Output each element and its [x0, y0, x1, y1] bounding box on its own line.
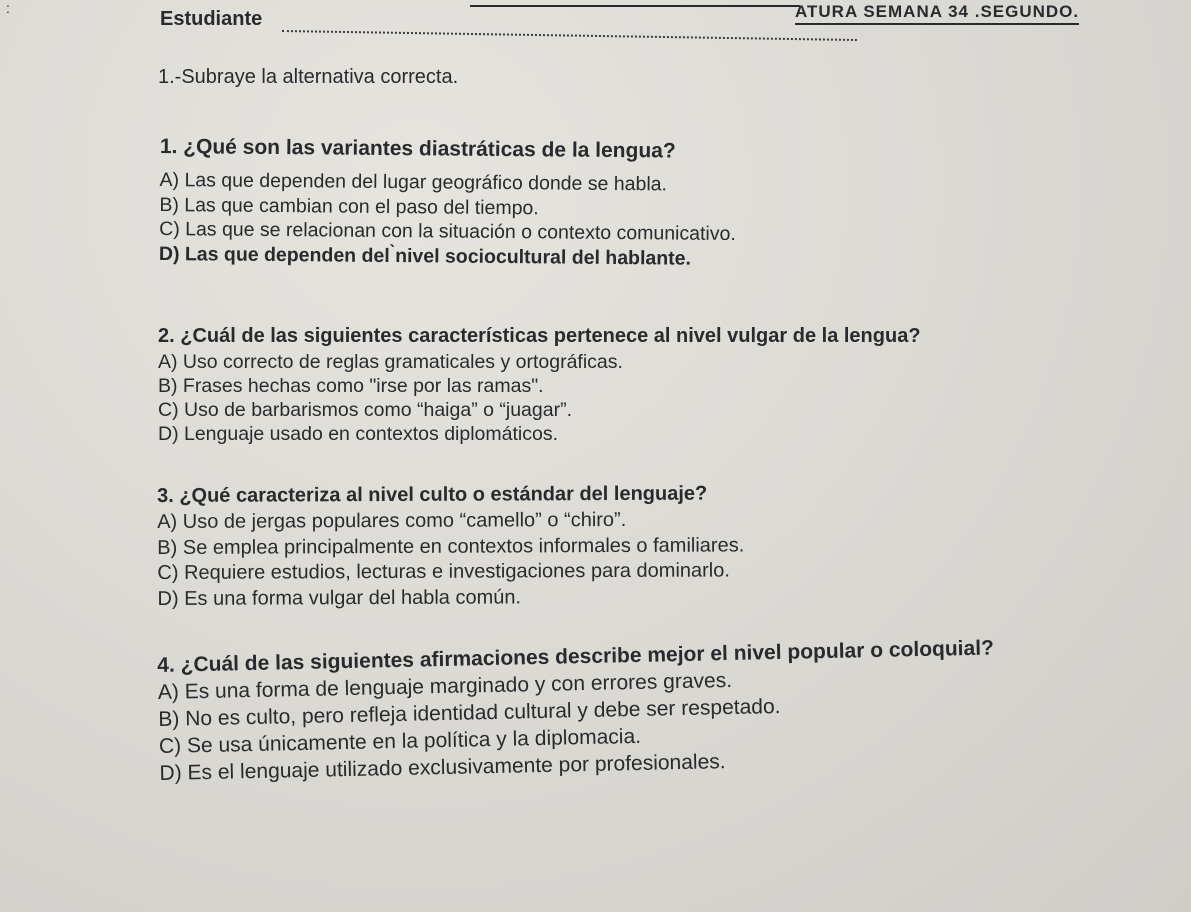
option-a[interactable]: A) Uso de jergas populares como “camello” o “chiro”. [157, 508, 627, 533]
option-a[interactable]: A) Las que dependen del lugar geográfico donde se habla. [159, 168, 668, 196]
option-b[interactable]: B) Se emplea principalmente en contextos informales o familiares. [157, 533, 745, 559]
option-b[interactable]: B) No es culto, pero refleja identidad cultural y debe ser respetado. [158, 694, 781, 731]
instructions: 1.-Subraye la alternativa correcta. [158, 66, 459, 88]
option-b[interactable]: B) Las que cambian con el paso del tiempo. [159, 193, 539, 219]
question-block-2 [158, 323, 921, 446]
option-c[interactable]: C) Se usa únicamente en la política y la diplomacia. [158, 724, 642, 758]
question-text: 2. ¿Cuál de las siguientes características pertenece al nivel vulgar de la lengua? [158, 325, 921, 347]
margin-mark: : [6, 0, 10, 16]
header-title: ATURA SEMANA 34 .SEGUNDO. [795, 2, 1079, 25]
question-block-4 [157, 634, 996, 786]
option-a[interactable]: A) Uso correcto de reglas gramaticales y ortográficas. [158, 351, 623, 373]
question-block-3 [157, 480, 745, 612]
student-name-line[interactable] [282, 30, 857, 41]
question-text: 1. ¿Qué son las variantes diastráticas de la lengua? [159, 134, 676, 163]
header-overline [470, 5, 800, 7]
option-d[interactable]: D) Las que dependen del ̀nivel sociocultural del hablante. [158, 242, 692, 270]
option-d[interactable]: D) Es una forma vulgar del habla común. [157, 585, 522, 610]
question-text: 4. ¿Cuál de las siguientes afirmaciones describe mejor el nivel popular o coloquial? [157, 636, 995, 677]
option-d[interactable]: D) Lenguaje usado en contextos diplomáticos. [158, 423, 558, 445]
question-block-1 [159, 133, 737, 271]
student-label: Estudiante [160, 8, 263, 30]
option-d[interactable]: D) Es el lenguaje utilizado exclusivamente por profesionales. [159, 750, 726, 785]
option-a[interactable]: A) Es una forma de lenguaje marginado y con errores graves. [157, 668, 733, 704]
option-c[interactable]: C) Requiere estudios, lecturas e investigaciones para dominarlo. [157, 559, 730, 584]
option-c[interactable]: C) Las que se relacionan con la situación o contexto comunicativo. [159, 217, 736, 246]
option-b[interactable]: B) Frases hechas como "irse por las ramas". [158, 375, 544, 397]
option-c[interactable]: C) Uso de barbarismos como “haiga” o “juagar”. [158, 399, 572, 421]
question-text: 3. ¿Qué caracteriza al nivel culto o estándar del lenguaje? [157, 482, 708, 507]
